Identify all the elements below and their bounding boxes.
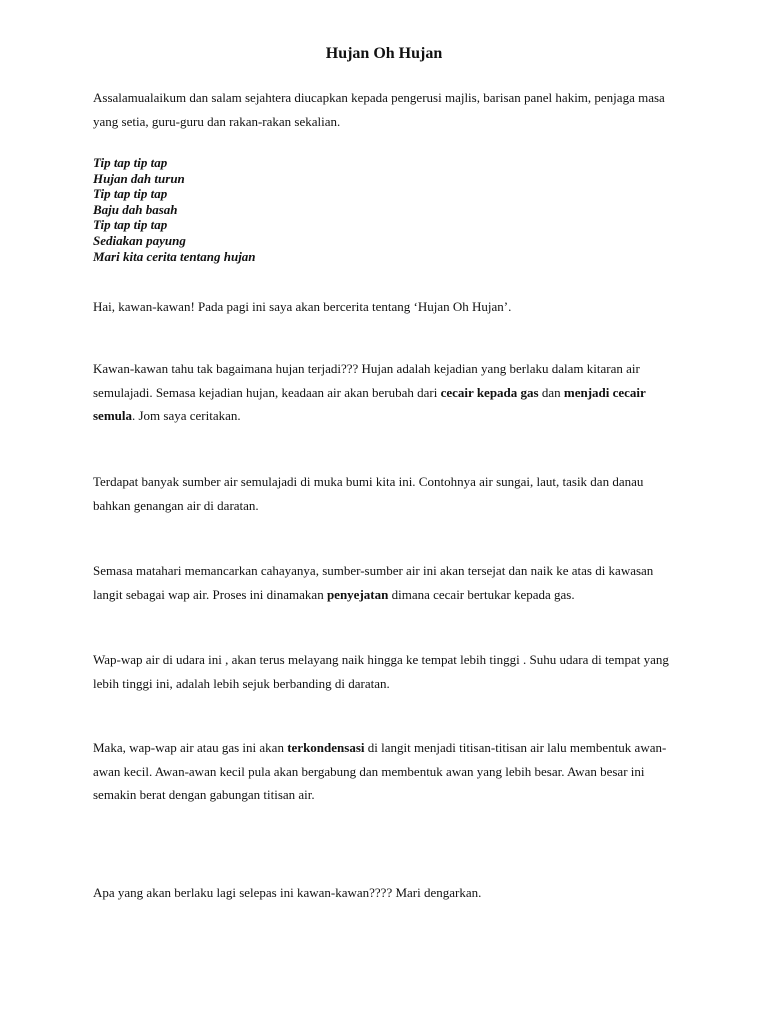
text-run: Maka, wap-wap air atau gas ini akan (93, 740, 288, 755)
poem-line: Tip tap tip tap (93, 186, 168, 202)
bold-text: menjadi cecair semula (93, 384, 646, 423)
paragraph-rain-cycle (93, 357, 683, 428)
bold-text: cecair kepada gas (440, 384, 539, 400)
text-run: . Jom saya ceritakan. (132, 408, 241, 423)
text-run: Semasa matahari memancarkan cahayanya, sumber-sumber air ini akan tersejat dan naik ke atas di kawasan langit sebagai wap air. Proses ini dinamakan (93, 563, 654, 602)
text-run: dan (538, 384, 564, 400)
paragraph-evaporation (93, 559, 683, 606)
bold-text: terkondensasi (287, 740, 365, 755)
paragraph-greeting: Hai, kawan-kawan! Pada pagi ini saya akan bercerita tentang ‘Hujan Oh Hujan’. (93, 299, 512, 314)
paragraph-condensation (93, 736, 683, 807)
poem-line: Sediakan payung (93, 232, 186, 248)
poem-block (93, 155, 493, 264)
text-run: Kawan-kawan tahu tak bagaimana hujan terjadi??? Hujan adalah kejadian yang berlaku dalam kitaran air semulajadi. Semasa kejadian hujan, keadaan air akan berubah dari (93, 361, 640, 400)
paragraph-closing: Apa yang akan berlaku lagi selepas ini kawan-kawan???? Mari dengarkan. (93, 885, 482, 900)
poem-line: Baju dah basah (93, 201, 178, 217)
poem-line: Mari kita cerita tentang hujan (93, 248, 256, 264)
bold-text: penyejatan (326, 586, 389, 602)
intro-paragraph: Assalamualaikum dan salam sejahtera diucapkan kepada pengerusi majlis, barisan panel hakim, penjaga masa yang setia, guru-guru dan rakan-rakan sekalian. (93, 90, 665, 129)
paragraph-vapor-rise: Wap-wap air di udara ini , akan terus melayang naik hingga ke tempat lebih tinggi . Suhu udara di tempat yang lebih tinggi ini, adalah lebih sejuk berbanding di daratan. (93, 652, 669, 691)
text-run: di langit menjadi titisan-titisan air lalu membentuk awan- awan kecil. Awan-awan kecil pula akan bergabung dan membentuk awan yang lebih besar. Awan besar ini semakin berat dengan gabungan titisan air. (93, 740, 667, 802)
poem-line: Tip tap tip tap (93, 155, 168, 170)
poem-line: Tip tap tip tap (93, 217, 168, 233)
text-run: dimana cecair bertukar kepada gas. (388, 586, 575, 602)
page-title: Hujan Oh Hujan (325, 45, 443, 62)
paragraph-water-sources: Terdapat banyak sumber air semulajadi di muka bumi kita ini. Contohnya air sungai, laut, tasik dan danau bahkan genangan air di daratan. (93, 474, 644, 513)
poem-line: Hujan dah turun (93, 170, 185, 186)
